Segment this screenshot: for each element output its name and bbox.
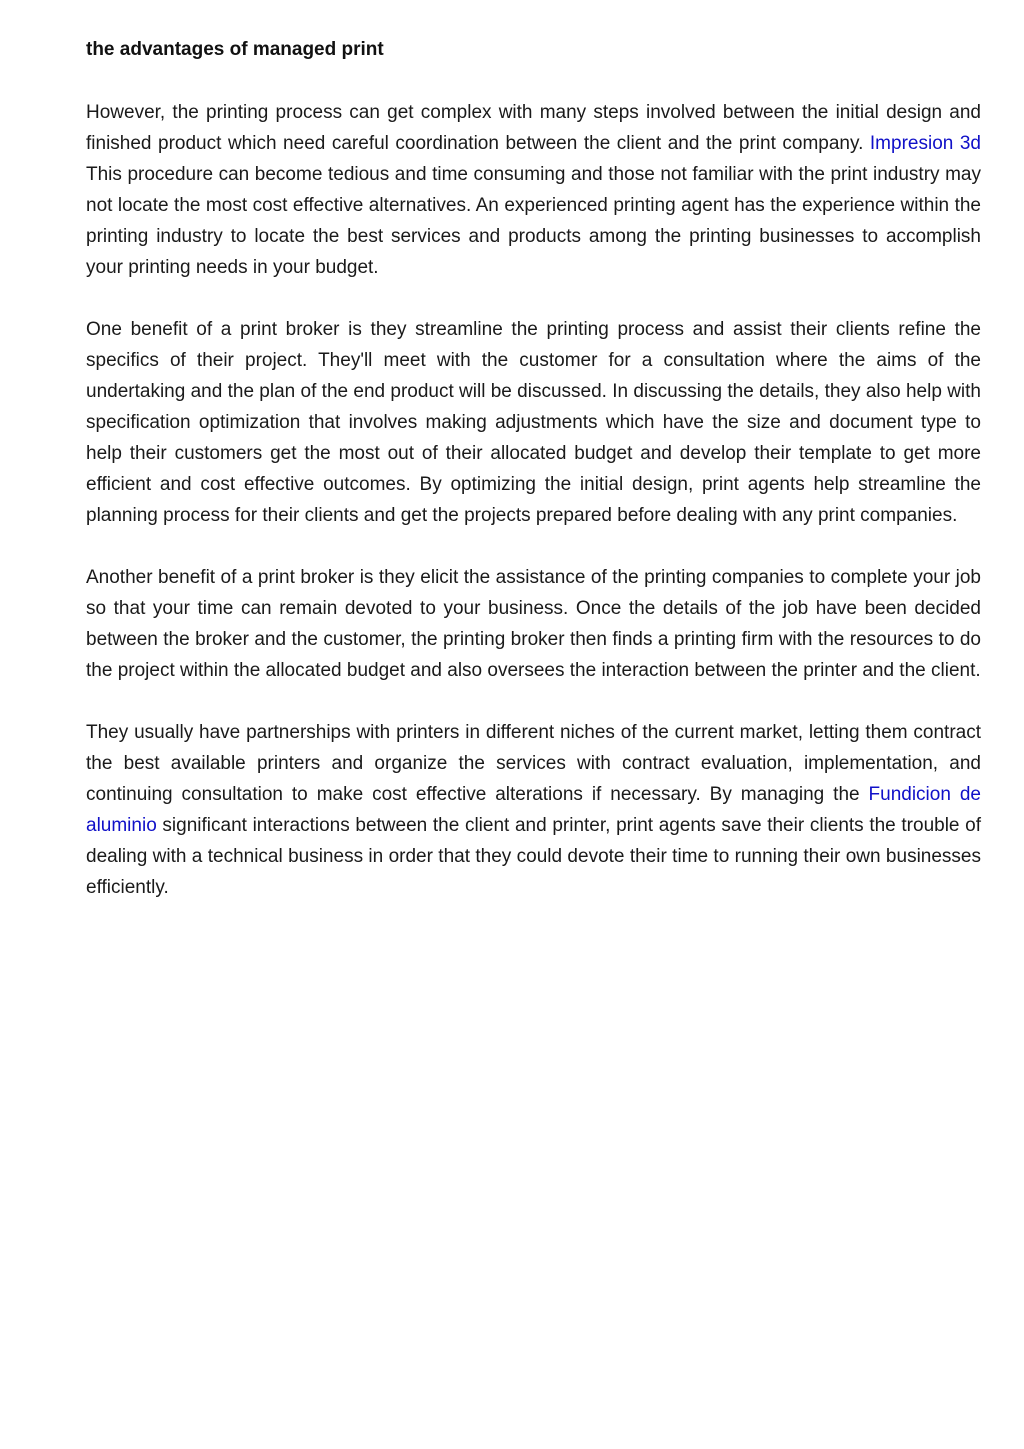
paragraph-3	[86, 562, 981, 686]
document-title: the advantages of managed print	[86, 39, 384, 60]
paragraph-text: One benefit of a print broker is they streamline the printing process and assist their clients refine the specifics of their project. They'll meet with the customer for a consultation where the aims of the undertaking and the plan of the end product will be discussed. In discussing the details, they also help with specification optimization that involves making adjustments which have the size and document type to help their customers get the most out of their allocated budget and develop their template to get more efficient and cost effective outcomes. By optimizing the initial design, print agents help streamline the planning process for their clients and get the projects prepared before dealing with any print companies.	[86, 319, 981, 526]
paragraph-text: Another benefit of a print broker is they elicit the assistance of the printing companies to complete your job so that your time can remain devoted to your business. Once the details of the job have been decided between the broker and the customer, the printing broker then finds a printing firm with the resources to do the project within the allocated budget and also oversees the interaction between the printer and the client.	[86, 567, 981, 681]
paragraph-text: significant interactions between the client and printer, print agents save their clients the trouble of dealing with a technical business in order that they could devote their time to running their own businesses efficiently.	[86, 815, 981, 898]
impresion-3d-link[interactable]: Impresion 3d	[869, 133, 982, 154]
document-page	[86, 36, 981, 934]
paragraph-text: This procedure can become tedious and time consuming and those not familiar with the print industry may not locate the most cost effective alternatives. An experienced printing agent has the experience within the printing industry to locate the best services and products among the printing businesses to accomplish your printing needs in your budget.	[86, 164, 981, 278]
paragraph-2	[86, 314, 981, 531]
paragraph-text: They usually have partnerships with printers in different niches of the current market, letting them contract the best available printers and organize the services with contract evaluation, implementation, and continuing consultation to make cost effective alterations if necessary. By managing the	[86, 722, 981, 805]
paragraph-4	[86, 717, 981, 903]
paragraph-text: However, the printing process can get complex with many steps involved between the initial design and finished product which need careful coordination between the client and the print company.	[86, 102, 981, 154]
fundicion-de-aluminio-link[interactable]: Fundicion de aluminio	[86, 784, 981, 836]
paragraph-1	[86, 97, 981, 283]
